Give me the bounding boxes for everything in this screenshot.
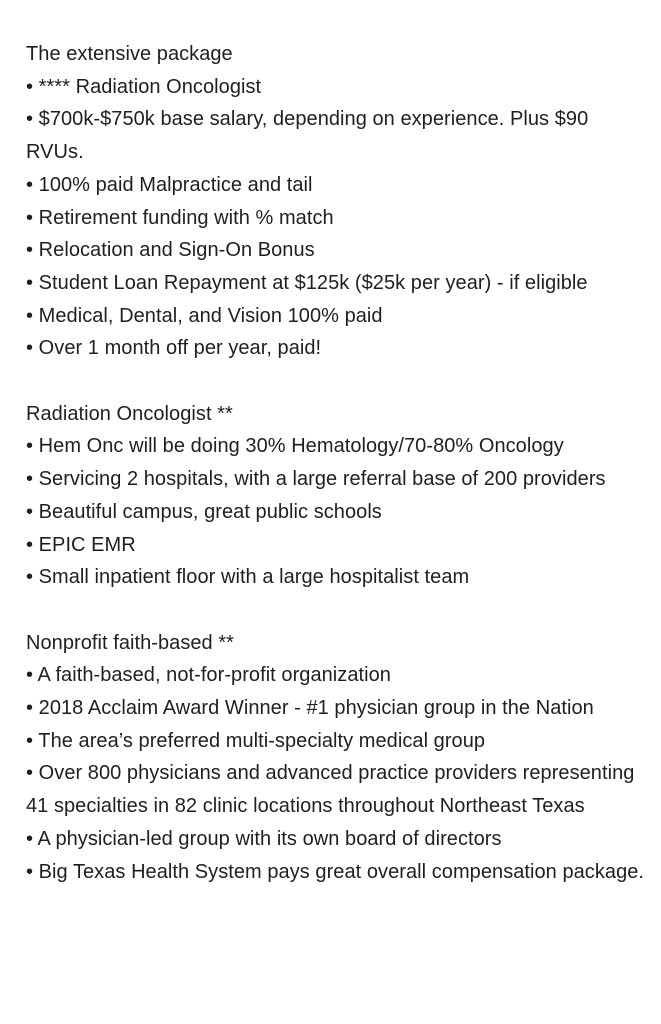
bullet-item: • The area’s preferred multi-specialty medical group <box>26 729 486 752</box>
bullet-item: • 2018 Acclaim Award Winner - #1 physician group in the Nation <box>26 697 594 720</box>
bullet-item: • Big Texas Health System pays great overall compensation package. <box>26 860 645 883</box>
section-nonprofit <box>26 627 646 889</box>
document-body <box>26 38 646 888</box>
bullet-item: • Hem Onc will be doing 30% Hematology/70-80% Oncology <box>26 435 564 458</box>
bullet-item: • Relocation and Sign-On Bonus <box>26 239 315 262</box>
bullet-item: • **** Radiation Oncologist <box>26 75 262 98</box>
bullet-item: • Retirement funding with % match <box>26 206 334 229</box>
bullet-item: • Medical, Dental, and Vision 100% paid <box>26 304 383 327</box>
bullet-item: • EPIC EMR <box>26 533 136 556</box>
section-heading: Radiation Oncologist ** <box>26 402 233 425</box>
bullet-item: • 100% paid Malpractice and tail <box>26 173 313 196</box>
section-heading: Nonprofit faith-based ** <box>26 631 234 654</box>
bullet-item: • Over 800 physicians and advanced practice providers representing 41 specialties in 82 clinic locations throughout Northeast Texas <box>26 762 635 818</box>
section-package <box>26 38 646 365</box>
bullet-item: • $700k-$750k base salary, depending on experience. Plus $90 RVUs. <box>26 108 589 164</box>
bullet-item: • A physician-led group with its own board of directors <box>26 827 502 850</box>
bullet-item: • Small inpatient floor with a large hospitalist team <box>26 566 470 589</box>
bullet-item: • A faith-based, not-for-profit organization <box>26 664 391 687</box>
section-radiation-oncologist <box>26 398 646 594</box>
bullet-item: • Student Loan Repayment at $125k ($25k per year) - if eligible <box>26 271 588 294</box>
bullet-item: • Servicing 2 hospitals, with a large referral base of 200 providers <box>26 468 606 491</box>
bullet-item: • Beautiful campus, great public schools <box>26 500 382 523</box>
section-heading: The extensive package <box>26 43 233 65</box>
bullet-item: • Over 1 month off per year, paid! <box>26 337 322 360</box>
